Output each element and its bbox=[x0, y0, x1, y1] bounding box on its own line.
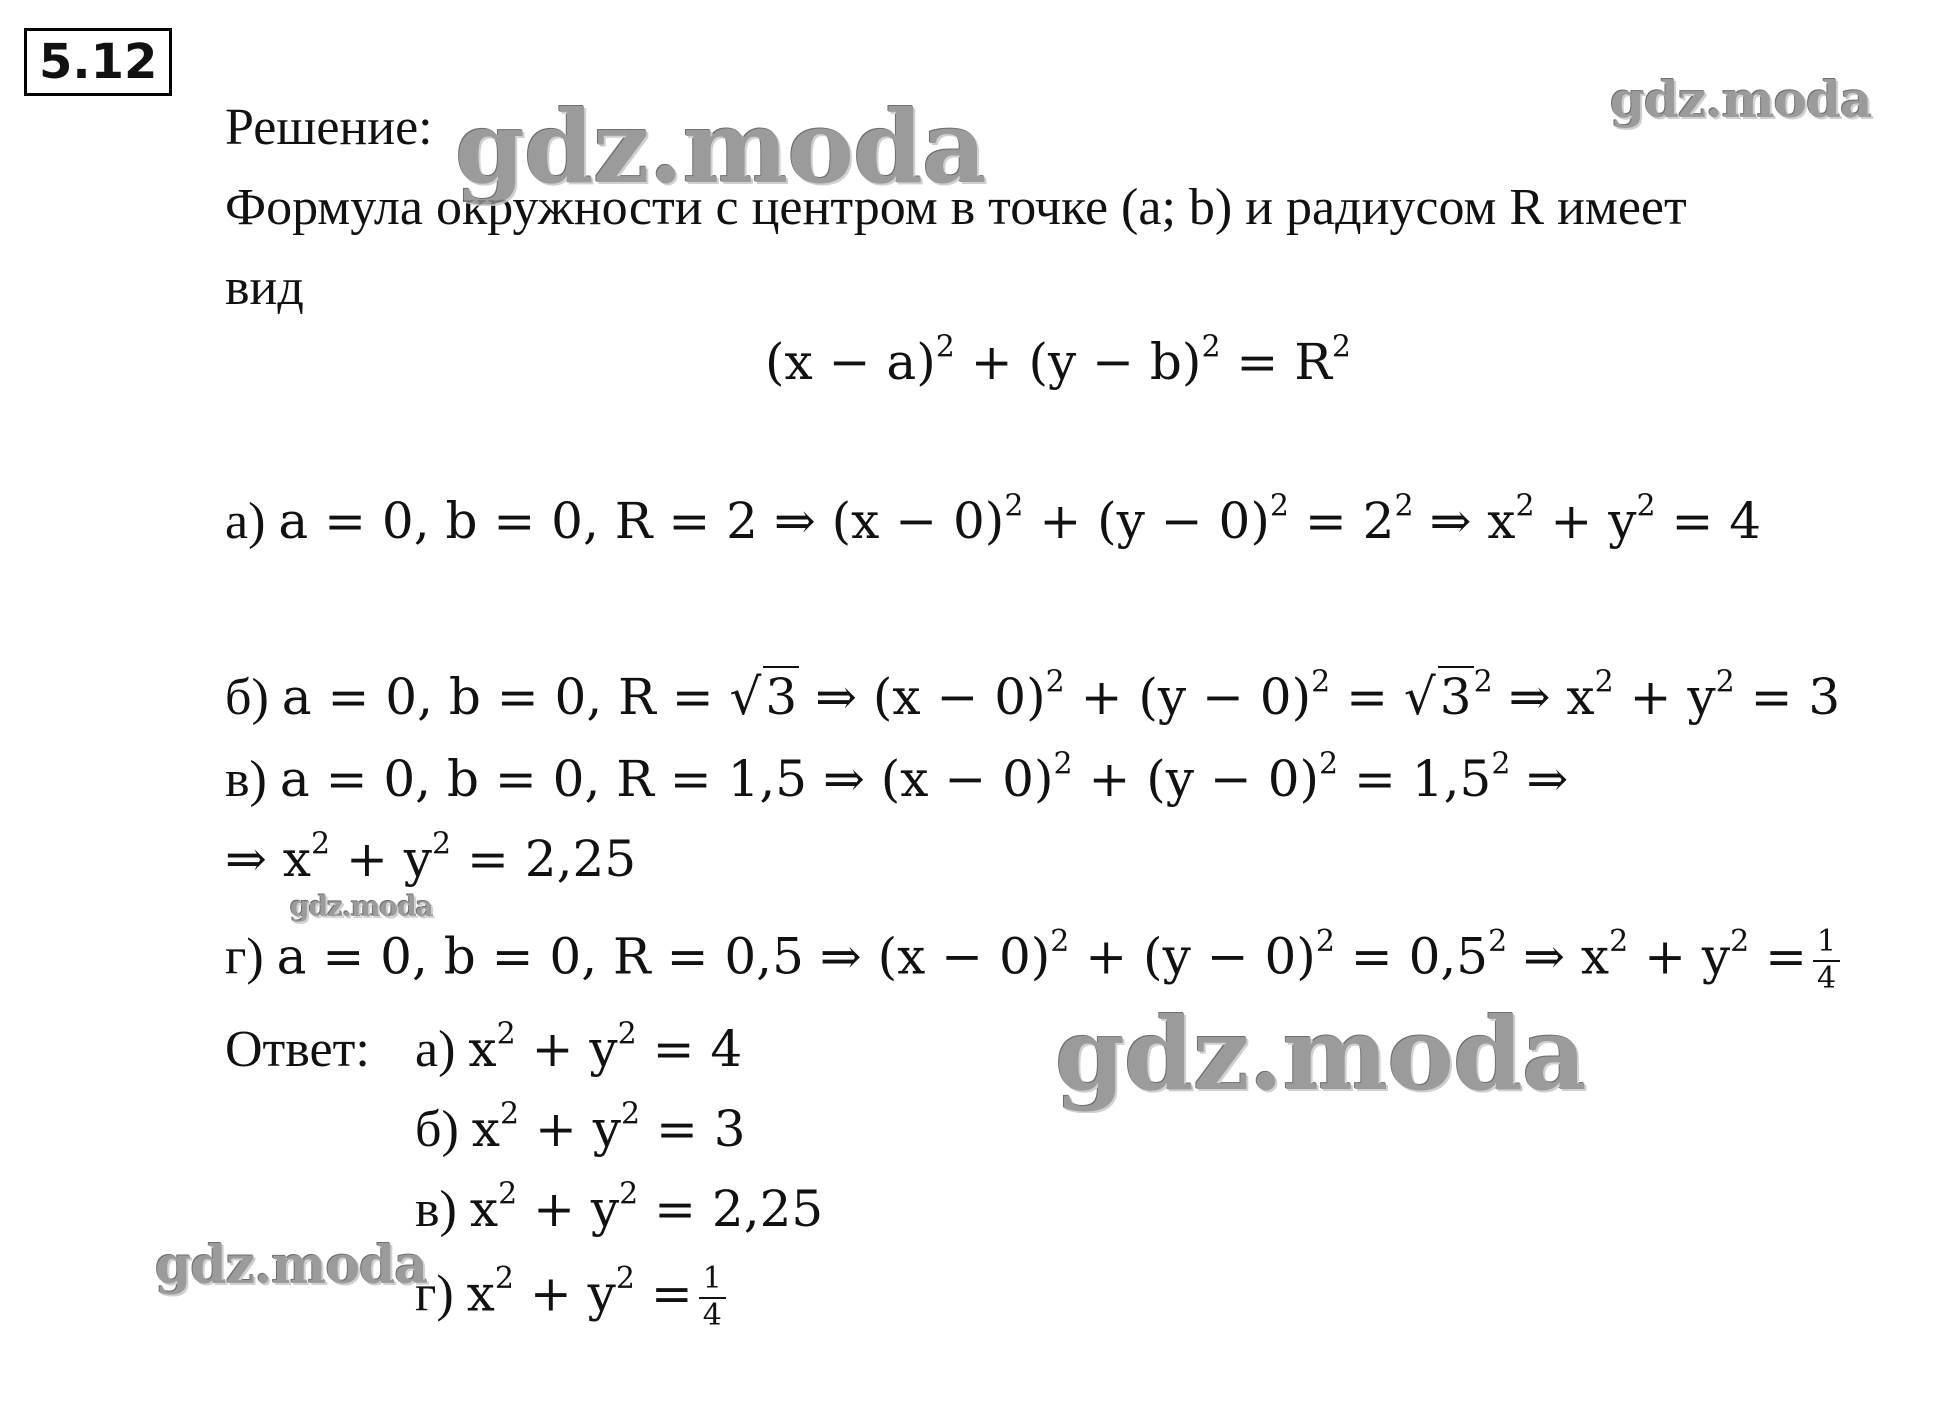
watermark-logo: gdz.moda bbox=[1610, 70, 1872, 129]
answer-g: г) $x^2 + y^2$ = $\frac{1}{4}$ bbox=[415, 1262, 726, 1333]
intro-line-2: вид bbox=[225, 259, 304, 316]
watermark-logo: gdz.moda bbox=[455, 88, 986, 206]
solution-label: Решение: bbox=[225, 99, 433, 156]
watermark-logo: gdz.moda bbox=[155, 1235, 428, 1296]
answer-b: б) $x^2 + y^2 = 3$ bbox=[415, 1096, 746, 1158]
item-g-line: г) a = 0, b = 0, R = 0,5 ⇒ $(x - 0)^2 + (y - 0)^2 = 0,5^2$ ⇒ $x^2 + y^2$ = $\frac{1}{4}$ bbox=[225, 925, 1840, 996]
intro-line-1: Формула окружности с центром в точке (a; b) и радиусом R имеет bbox=[225, 179, 1687, 236]
fraction-one-quarter: $\frac{1}{4}$ bbox=[1813, 925, 1840, 996]
item-v-line-1: в) a = 0, b = 0, R = 1,5 ⇒ $(x - 0)^2 + (y - 0)^2 = 1,5^2$ ⇒ bbox=[225, 746, 1569, 808]
item-a-line: а) a = 0, b = 0, R = 2 ⇒ $(x - 0)^2 + (y - 0)^2 = 2^2$ ⇒ $x^2 + y^2 = 4$ bbox=[225, 488, 1762, 550]
item-v-line-2: ⇒ $x^2 + y^2 = 2,25$ bbox=[225, 826, 637, 888]
watermark-logo: gdz.moda bbox=[290, 890, 433, 923]
problem-number: 5.12 bbox=[24, 28, 172, 96]
watermark-logo: gdz.moda bbox=[1055, 995, 1586, 1113]
answer-label: Ответ: bbox=[225, 1021, 370, 1078]
sqrt-3: √3 bbox=[729, 668, 798, 726]
answer-v: в) $x^2 + y^2 = 2,25$ bbox=[415, 1176, 824, 1238]
answer-fraction-one-quarter: $\frac{1}{4}$ bbox=[699, 1262, 726, 1333]
item-b-line: б) a = 0, b = 0, R = √3 ⇒ $(x - 0)^2 + (y - 0)^2 = √3^2$ ⇒ $x^2 + y^2 = 3$ bbox=[225, 664, 1841, 726]
circle-formula: $(x - a)^2 + (y - b)^2 = R^2$ bbox=[765, 329, 1351, 391]
sqrt-3-squared: √3 bbox=[1403, 668, 1472, 726]
answer-a: а) $x^2 + y^2 = 4$ bbox=[415, 1016, 743, 1078]
